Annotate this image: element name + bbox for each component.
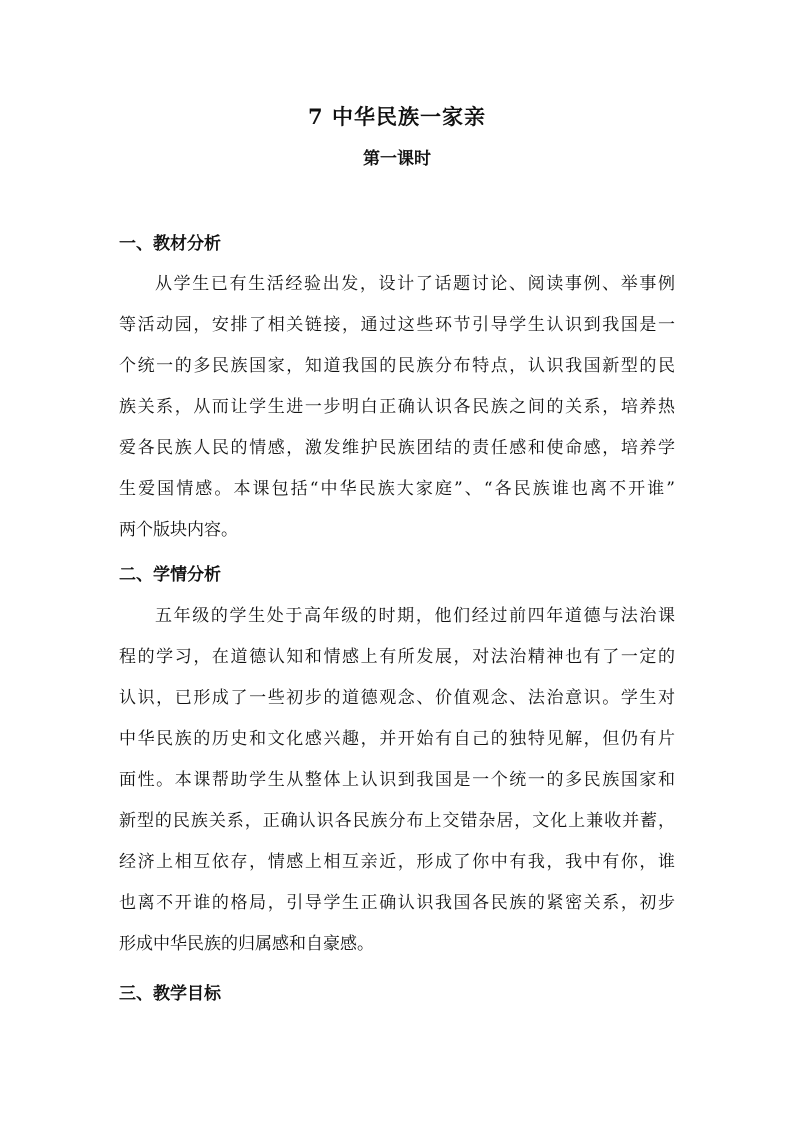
- paragraph-line: 程的学习，在道德认知和情感上有所发展，对法治精神也有了一定的: [119, 647, 675, 667]
- section-heading-learner-analysis: 二、学情分析: [119, 565, 221, 585]
- document-subtitle: 第一课时: [363, 149, 431, 169]
- section-heading-textbook-analysis: 一、教材分析: [119, 234, 221, 254]
- paragraph-line: 等活动园，安排了相关链接，通过这些环节引导学生认识到我国是一: [119, 315, 675, 335]
- paragraph-line: 爱各民族人民的情感，激发维护民族团结的责任感和使命感，培养学: [119, 438, 675, 458]
- paragraph-line: 生爱国情感。本课包括“中华民族大家庭”、“各民族谁也离不开谁”: [119, 479, 675, 499]
- paragraph-line: 中华民族的历史和文化感兴趣，并开始有自己的独特见解，但仍有片: [119, 729, 675, 749]
- paragraph-line: 也离不开谁的格局，引导学生正确认识我国各民族的紧密关系，初步: [119, 893, 675, 913]
- paragraph-line: 两个版块内容。: [119, 520, 238, 540]
- paragraph-line: 从学生已有生活经验出发，设计了话题讨论、阅读事例、举事例: [155, 274, 675, 294]
- paragraph-line: 认识，已形成了一些初步的道德观念、价值观念、法治意识。学生对: [119, 688, 675, 708]
- paragraph-line: 新型的民族关系，正确认识各民族分布上交错杂居，文化上兼收并蓄，: [119, 811, 675, 831]
- paragraph-line: 个统一的多民族国家，知道我国的民族分布特点，认识我国新型的民: [119, 356, 675, 376]
- paragraph-line: 形成中华民族的归属感和自豪感。: [119, 934, 374, 954]
- paragraph-line: 五年级的学生处于高年级的时期，他们经过前四年道德与法治课: [155, 606, 675, 626]
- paragraph-line: 面性。本课帮助学生从整体上认识到我国是一个统一的多民族国家和: [119, 770, 675, 790]
- section-paragraph-textbook-analysis: [119, 264, 675, 551]
- paragraph-line: 族关系，从而让学生进一步明白正确认识各民族之间的关系，培养热: [119, 397, 675, 417]
- paragraph-line: 经济上相互依存，情感上相互亲近，形成了你中有我，我中有你，谁: [119, 852, 675, 872]
- document-title: 7 中华民族一家亲: [308, 104, 486, 129]
- section-paragraph-learner-analysis: [119, 596, 675, 965]
- section-heading-teaching-objectives: 三、教学目标: [119, 984, 221, 1004]
